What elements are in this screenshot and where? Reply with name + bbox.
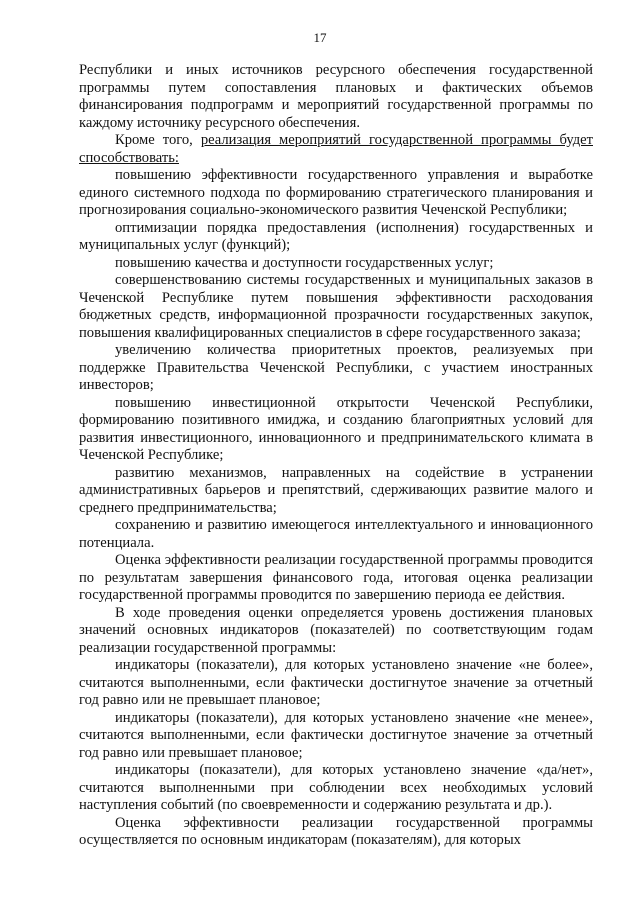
list-item: индикаторы (показатели), для которых установлено значение «не более», считаются выполненными, если фактически достигнутое значение за отчетный год равно или не превышает плановое;: [79, 657, 593, 708]
list-item: индикаторы (показатели), для которых установлено значение «не менее», считаются выполненными, если фактически достигнутое значение за отчетный год равно или превышает плановое;: [79, 709, 593, 761]
document-body: [79, 62, 593, 850]
paragraph: В ходе проведения оценки определяется уровень достижения плановых значений основных индикаторов (показателей) по соответствующим годам реализации государственной программы:: [79, 604, 593, 656]
list-item: сохранению и развитию имеющегося интеллектуального и инновационного потенциала.: [79, 517, 593, 551]
list-item: совершенствованию системы государственных и муниципальных заказов в Чеченской Республике путем повышения эффективности расходования бюджетных средств, информационной прозрачности государственных закупок, повышения квалифицированных специалистов в сфере государственного заказа;: [79, 272, 593, 341]
page-number: 17: [313, 30, 327, 45]
paragraph: [79, 132, 593, 167]
paragraph: Республики и иных источников ресурсного обеспечения государственной программы путем сопоставления плановых и фактических объемов финансирования подпрограмм и мероприятий государственной программы по каждому источнику ресурсного обеспечения.: [79, 62, 593, 131]
paragraph: Оценка эффективности реализации государственной программы осуществляется по основным индикаторам (показателям), для которых: [79, 814, 593, 848]
underlined-phrase: реализация мероприятий государственной программы будет способствовать:: [79, 132, 593, 166]
list-item: повышению качества и доступности государственных услуг;: [115, 254, 494, 271]
list-item: индикаторы (показатели), для которых установлено значение «да/нет», считаются выполненными при соблюдении всех необходимых условий наступления событий (по своевременности и содержанию результата и др.).: [79, 762, 593, 813]
list-item: оптимизации порядка предоставления (исполнения) государственных и муниципальных услуг (функций);: [79, 219, 593, 253]
paragraph-prefix: Кроме того,: [115, 132, 201, 148]
list-item: повышению эффективности государственного управления и выработке единого системного подхода по формированию стратегического планирования и прогнозирования социально-экономического развития Чеченской Республики;: [79, 167, 593, 218]
list-item: развитию механизмов, направленных на содействие в устранении административных барьеров и препятствий, сдерживающих развитие малого и среднего предпринимательства;: [79, 464, 593, 516]
paragraph: Оценка эффективности реализации государственной программы проводится по результатам завершения финансового года, итоговая оценка реализации государственной программы проводится по завершению периода ее действия.: [79, 552, 593, 603]
list-item: увеличению количества приоритетных проектов, реализуемых при поддержке Правительства Чеченской Республики, с участием иностранных инвесторов;: [79, 342, 593, 393]
list-item: повышению инвестиционной открытости Чеченской Республики, формированию позитивного имиджа, и созданию благоприятных условий для развития инвестиционного, инновационного и предпринимательского климата в Чеченской Республике;: [79, 394, 593, 463]
